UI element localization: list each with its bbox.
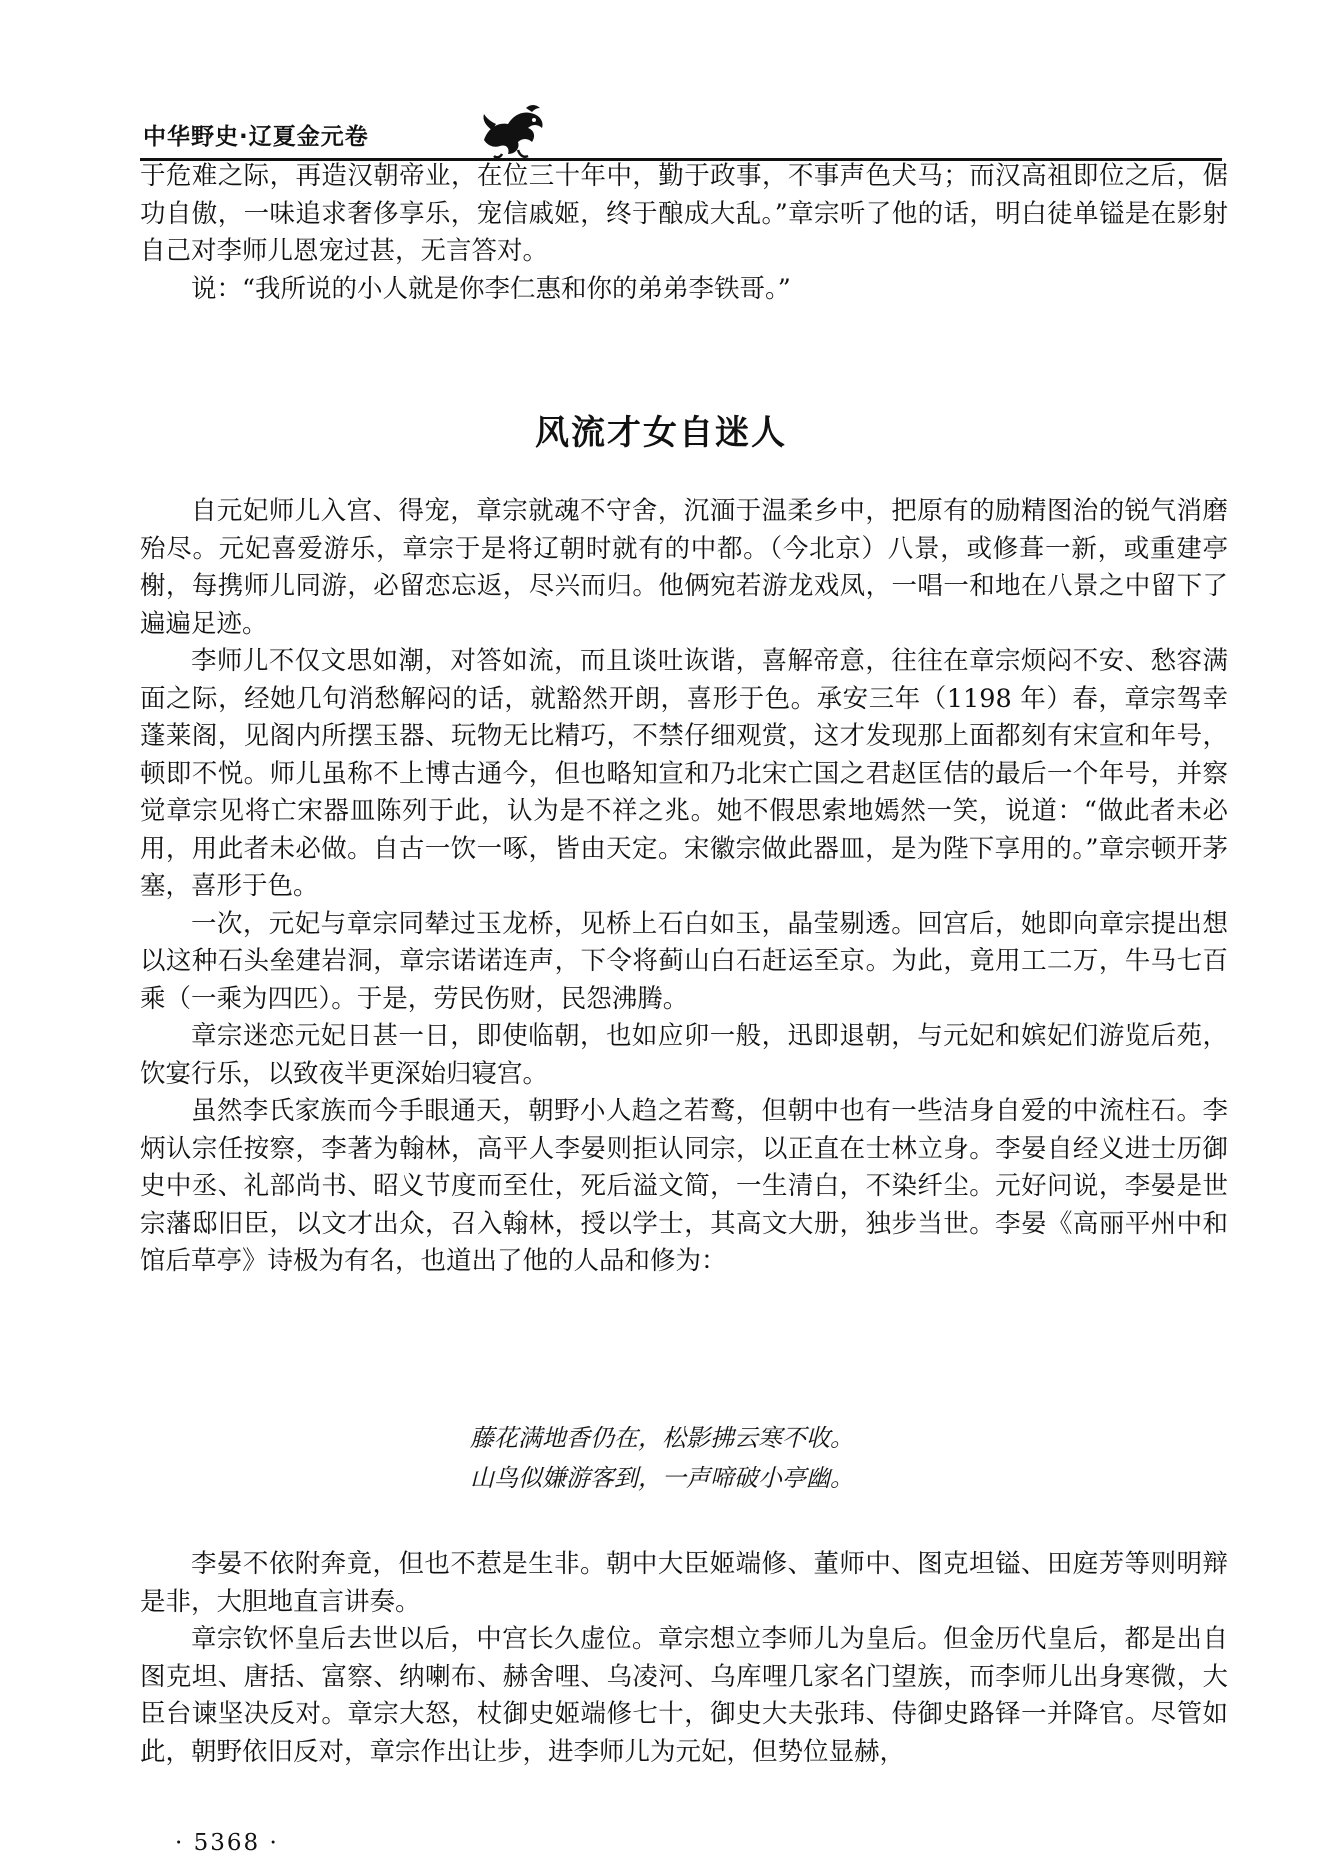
running-header-title: 中华野史·辽夏金元卷 <box>143 124 369 150</box>
section-title: 风流才女自迷人 <box>535 413 787 453</box>
intro-text-block <box>140 158 1228 308</box>
intro-paragraph: 于危难之际，再造汉朝帝业，在位三十年中，勤于政事，不事声色犬马；而汉高祖即位之后，倨功自傲，一味追求奢侈享乐，宠信戚姬，终于酿成大乱。”章宗听了他的话，明白徒单镒是在影射自己对李师儿恩宠过甚，无言答对。 <box>140 161 1228 266</box>
body-paragraph: 李师儿不仅文思如潮，对答如流，而且谈吐诙谐，喜解帝意，往往在章宗烦闷不安、愁容满面之际，经她几句消愁解闷的话，就豁然开朗，喜形于色。承安三年（1198 年）春，章宗驾幸蓬莱阁，见阁内所摆玉器、玩物无比精巧，不禁仔细观赏，这才发现那上面都刻有宋宣和年号，顿即不悦。师儿虽称不上博古通今，但也略知宣和乃北宋亡国之君赵匡佶的最后一个年号，并察觉章宗见将亡宋器皿陈列于此，认为是不祥之兆。她不假思索地嫣然一笑，说道：“做此者未必用，用此者未必做。自古一饮一啄，皆由天定。宋徽宗做此器皿，是为陛下享用的。”章宗顿开茅塞，喜形于色。 <box>140 646 1228 901</box>
intro-paragraph: 说：“我所说的小人就是你李仁惠和你的弟弟李铁哥。” <box>191 273 791 304</box>
body-text-block <box>140 493 1228 1281</box>
body-paragraph: 章宗迷恋元妃日甚一日，即使临朝，也如应卯一般，迅即退朝，与元妃和嫔妃们游览后苑，饮宴行乐，以致夜半更深始归寝宫。 <box>140 1021 1228 1089</box>
dragon-emblem-icon <box>478 100 550 160</box>
body-paragraph: 一次，元妃与章宗同辇过玉龙桥，见桥上石白如玉，晶莹剔透。回宫后，她即向章宗提出想以这种石头垒建岩洞，章宗诺诺连声，下令将蓟山白石赶运至京。为此，竟用工二万，牛马七百乘（一乘为四匹）。于是，劳民伤财，民怨沸腾。 <box>140 908 1228 1014</box>
closing-text-block <box>140 1546 1228 1771</box>
poem-line: 藤花满地香仍在，松影拂云寒不收。 <box>470 1424 854 1452</box>
body-paragraph: 虽然李氏家族而今手眼通天，朝野小人趋之若鹜，但朝中也有一些洁身自爱的中流柱石。李炳认宗任按察，李著为翰林，高平人李晏则拒认同宗，以正直在士林立身。李晏自经义进士历御史中丞、礼部尚书、昭义节度而至仕，死后溢文简，一生清白，不染纤尘。元好问说，李晏是世宗藩邸旧臣，以文才出众，召入翰林，授以学士，其高文大册，独步当世。李晏《高丽平州中和馆后草亭》诗极为有名，也道出了他的人品和修为： <box>140 1096 1228 1276</box>
closing-paragraph: 李晏不依附奔竟，但也不惹是生非。朝中大臣姬端修、董师中、图克坦镒、田庭芳等则明辩是非，大胆地直言讲奏。 <box>140 1549 1228 1617</box>
poem-block <box>470 1418 854 1498</box>
body-paragraph: 自元妃师儿入宫、得宠，章宗就魂不守舍，沉湎于温柔乡中，把原有的励精图治的锐气消磨殆尽。元妃喜爱游乐，章宗于是将辽朝时就有的中都。（今北京）八景，或修葺一新，或重建亭榭，每携师儿同游，必留恋忘返，尽兴而归。他俩宛若游龙戏凤，一唱一和地在八景之中留下了遍遍足迹。 <box>140 496 1228 639</box>
closing-paragraph: 章宗钦怀皇后去世以后，中宫长久虚位。章宗想立李师儿为皇后。但金历代皇后，都是出自图克坦、唐括、富察、纳喇布、赫舍哩、乌凌河、乌库哩几家名门望族，而李师儿出身寒微，大臣台谏坚决反对。章宗大怒，杖御史姬端修七十，御史大夫张玮、侍御史路铎一并降官。尽管如此，朝野依旧反对，章宗作出让步，进李师儿为元妃，但势位显赫， <box>140 1624 1228 1767</box>
poem-line: 山鸟似嫌游客到，一声啼破小亭幽。 <box>470 1464 854 1492</box>
page-number: · 5368 · <box>175 1830 279 1856</box>
